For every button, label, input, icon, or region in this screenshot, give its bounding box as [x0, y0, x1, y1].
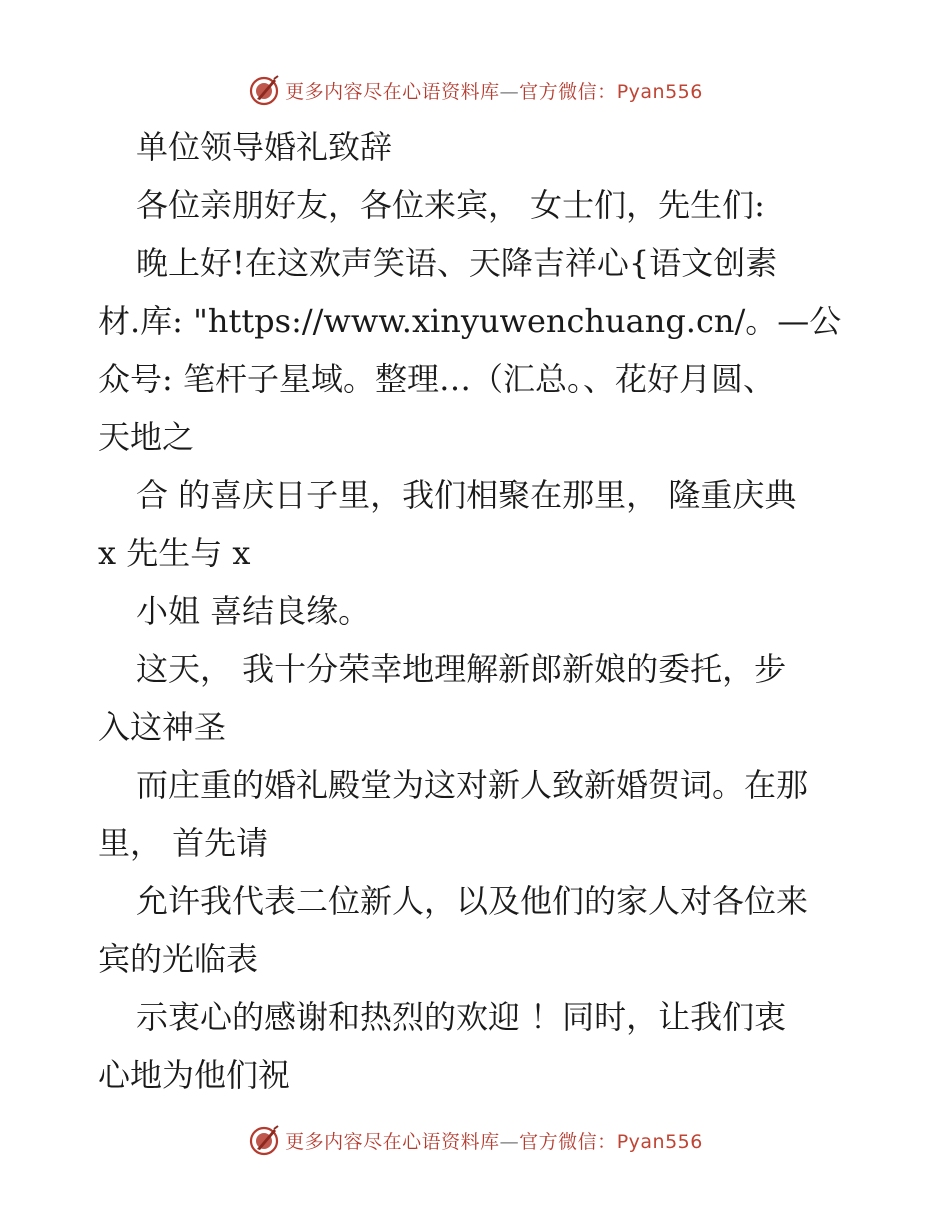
text-line: 小姐 喜结良缘。 [136, 592, 371, 630]
banner-slogan: 更多内容尽在心语资料库 [285, 80, 500, 103]
text-line: 心地为他们祝 [98, 1056, 291, 1094]
document-body [98, 118, 858, 1104]
text-line: 材.库: "https://www.xinyuwenchuang.cn/。—公 [98, 302, 842, 340]
footer-banner [0, 1120, 950, 1160]
text-line: 天地之 [98, 418, 195, 456]
text-line: 示衷心的感谢和热烈的欢迎 ！同时，让我们衷 [136, 998, 787, 1036]
banner-text [285, 1127, 703, 1154]
text-line: 里， 首先请 [98, 824, 269, 862]
header-banner [0, 70, 950, 110]
text-line: 各位亲朋好友，各位来宾， 女士们，先生们: [136, 186, 765, 224]
text-line: 这天， 我十分荣幸地理解新郎新娘的委托，步 [136, 650, 787, 688]
banner-wechat-label: 官方微信： [519, 1130, 617, 1153]
document-title: 单位领导婚礼致辞 [136, 128, 393, 166]
quill-logo-icon [247, 73, 281, 107]
text-line: 而庄重的婚礼殿堂为这对新人致新婚贺词。在那 [136, 766, 809, 804]
banner-slogan: 更多内容尽在心语资料库 [285, 1130, 500, 1153]
banner-dash: — [499, 1130, 520, 1153]
text-line: 宾的光临表 [98, 940, 259, 978]
banner-wechat-id: Pyan556 [616, 80, 703, 103]
banner-text [285, 77, 703, 104]
text-line: 晚上好!在这欢声笑语、天降吉祥心{语文创素 [136, 244, 778, 282]
text-line: 允许我代表二位新人，以及他们的家人对各位来 [136, 882, 809, 920]
banner-wechat-id: Pyan556 [616, 1130, 703, 1153]
text-line: 入这神圣 [98, 708, 227, 746]
text-line: 众号: 笔杆子星域。整理…（汇总。、花好月圆、 [98, 360, 775, 398]
text-line: x 先生与 x [98, 534, 251, 572]
banner-wechat-label: 官方微信： [519, 80, 617, 103]
text-line: 合 的喜庆日子里，我们相聚在那里， 隆重庆典 [136, 476, 797, 514]
banner-dash: — [499, 80, 520, 103]
quill-logo-icon [247, 1123, 281, 1157]
